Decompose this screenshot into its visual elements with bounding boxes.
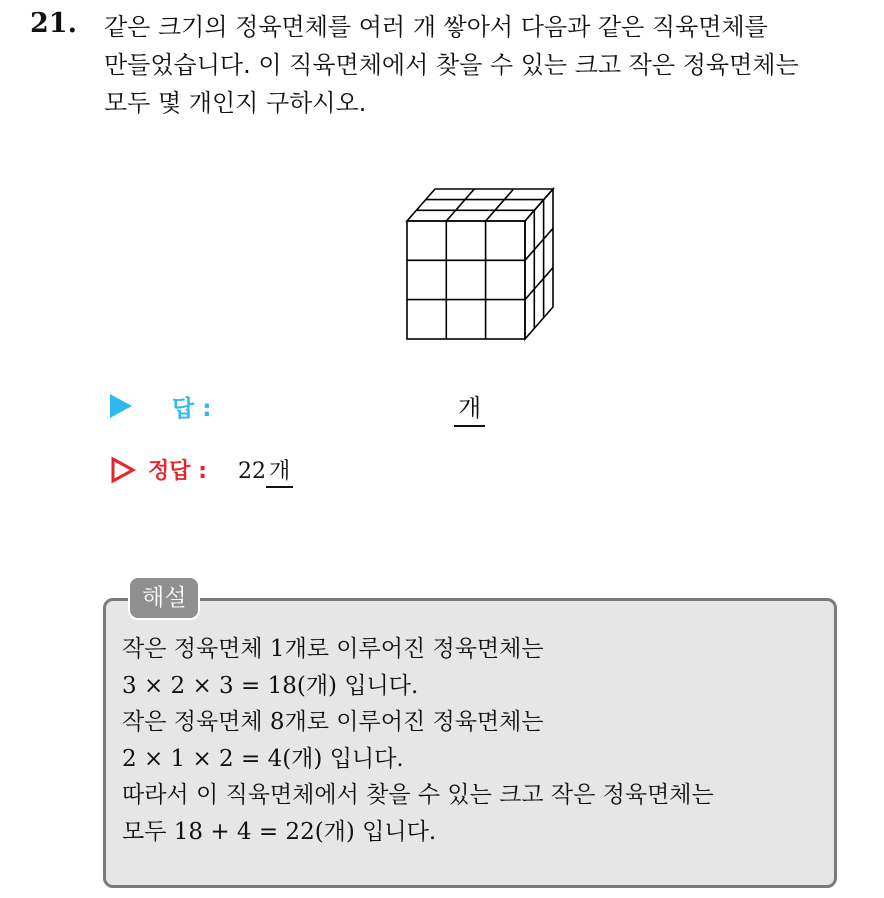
- answer-key-value: [238, 454, 293, 488]
- front-face: [407, 221, 525, 339]
- solution-line: 작은 정육면체 8개로 이루어진 정육면체는: [122, 709, 544, 735]
- play-triangle-icon: [110, 394, 132, 418]
- solution-line: 작은 정육면체 1개로 이루어진 정육면체는: [122, 636, 544, 662]
- solution-line: 2 × 1 × 2 = 4(개) 입니다.: [122, 745, 404, 772]
- answer-key-number: 22: [238, 459, 266, 484]
- answer-blank[interactable]: 개: [454, 388, 485, 427]
- solution-body: [122, 631, 832, 850]
- answer-label: 답 :: [172, 396, 212, 422]
- solution-line: 3 × 2 × 3 = 18(개) 입니다.: [122, 672, 419, 699]
- question-line: 만들었습니다. 이 직육면체에서 찾을 수 있는 크고 작은 정육면체는: [104, 51, 799, 79]
- question-number: 21.: [30, 8, 77, 39]
- answer-key-label: 정답 :: [148, 459, 207, 484]
- cuboid-lines: [407, 189, 553, 339]
- outline-triangle-icon: [110, 456, 136, 484]
- solution-tag: 해설: [128, 576, 200, 620]
- solution-line: 따라서 이 직육면체에서 찾을 수 있는 크고 작은 정육면체는: [122, 782, 714, 808]
- question-text: [104, 8, 874, 122]
- question-line: 같은 크기의 정육면체를 여러 개 쌓아서 다음과 같은 직육면체를: [104, 13, 768, 41]
- cuboid-figure: [395, 185, 575, 350]
- right-face: [525, 189, 553, 339]
- answer-key-row: [110, 452, 610, 492]
- question-line: 모두 몇 개인지 구하시오.: [104, 89, 367, 117]
- answer-row: [110, 388, 610, 428]
- answer-key-unit: 개: [266, 454, 293, 488]
- top-face: [407, 189, 553, 221]
- solution-line: 모두 18 + 4 = 22(개) 입니다.: [122, 818, 437, 845]
